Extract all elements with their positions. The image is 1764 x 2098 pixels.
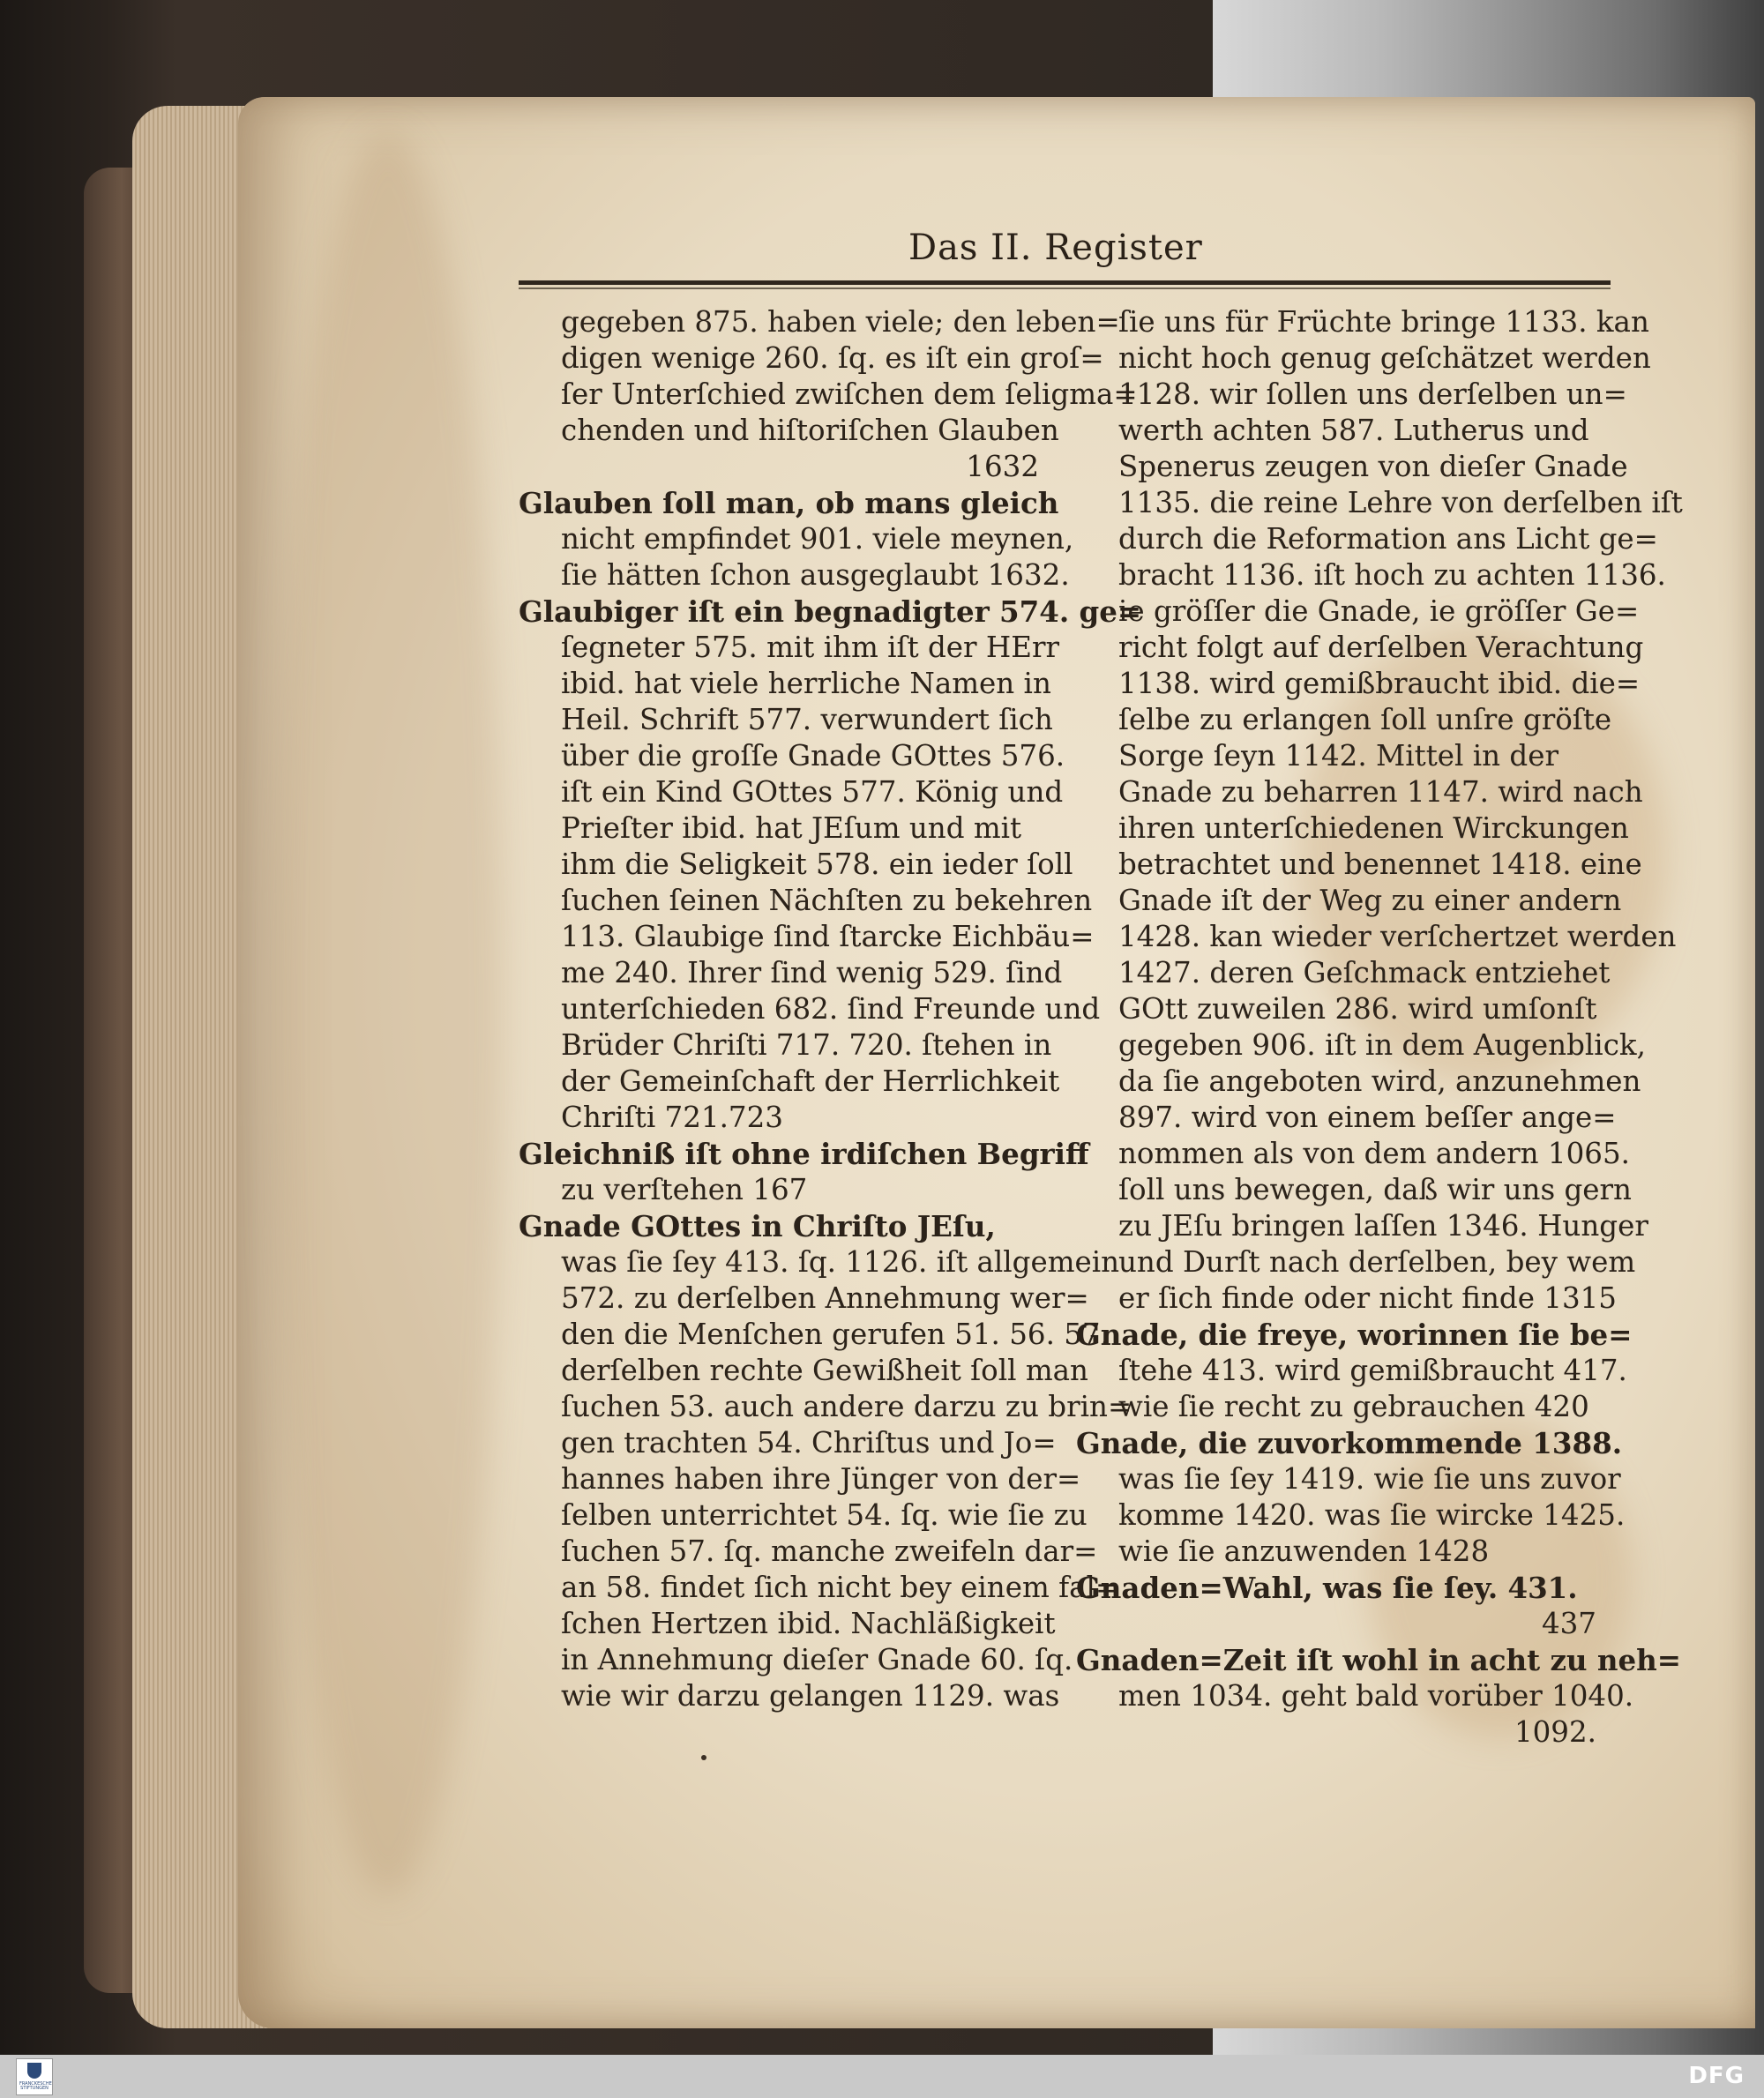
text-line: 1428. kan wieder verſchertzet werden (1118, 920, 1677, 953)
text-line: bracht 1136. iſt hoch zu achten 1136. (1118, 558, 1666, 592)
text-line: betrachtet und benennet 1418. eine (1118, 847, 1642, 881)
page-dot (701, 1755, 706, 1760)
text-line: wie wir darzu gelangen 1129. was (561, 1679, 1060, 1713)
index-entry-heading: Gnade, die zuvorkommende 1388. (1076, 1426, 1623, 1460)
text-line: ſtehe 413. wird gemißbraucht 417. (1118, 1354, 1627, 1387)
institution-logo[interactable] (16, 2058, 53, 2095)
text-line: der Gemeinſchaft der Herrlichkeit (561, 1064, 1060, 1098)
text-line: 1427. deren Geſchmack entziehet (1118, 956, 1611, 989)
text-line: da ſie angeboten wird, anzunehmen (1118, 1064, 1641, 1098)
text-line: über die groſſe Gnade GOttes 576. (561, 739, 1065, 773)
text-line: unterſchieden 682. ſind Freunde und (561, 992, 1101, 1026)
text-line: Prieſter ibid. hat JEſum und mit (561, 811, 1022, 845)
text-line: chenden und hiſtoriſchen Glauben (561, 414, 1059, 447)
text-line: Gnade iſt der Weg zu einer andern (1118, 884, 1622, 917)
text-line: 1632 (966, 450, 1039, 483)
running-head: Das II. Register (908, 228, 1203, 268)
text-line: ſelbe zu erlangen ſoll unſre gröſte (1118, 703, 1612, 736)
text-line: Sorge ſeyn 1142. Mittel in der (1118, 739, 1558, 773)
text-line: Heil. Schrift 577. verwundert ſich (561, 703, 1053, 736)
index-entry-heading: Gnade, die freye, worinnen ſie be= (1076, 1318, 1633, 1352)
text-line: Gnade zu beharren 1147. wird nach (1118, 775, 1643, 809)
text-line: ihren unterſchiedenen Wirckungen (1118, 811, 1629, 845)
index-entry-heading: Gleichniß iſt ohne irdiſchen Begriff (519, 1137, 1089, 1171)
text-line: gen trachten 54. Chriſtus und Jo= (561, 1426, 1057, 1460)
text-line: ſchen Hertzen ibid. Nachläßigkeit (561, 1607, 1056, 1640)
text-line: wie ſie recht zu gebrauchen 420 (1118, 1390, 1589, 1423)
text-line: 1135. die reine Lehre von derſelben iſt (1118, 486, 1683, 519)
text-line: ſuchen 53. auch andere darzu zu brin= (561, 1390, 1132, 1423)
header-rule-thin (519, 287, 1611, 289)
text-line: er ſich finde oder nicht finde 1315 (1118, 1281, 1617, 1315)
dfg-logo: DFG (1688, 2063, 1745, 2089)
text-line: GOtt zuweilen 286. wird umſonſt (1118, 992, 1597, 1026)
text-line: ihm die Seligkeit 578. ein ieder ſoll (561, 847, 1073, 881)
text-line: gegeben 875. haben viele; den leben= (561, 305, 1120, 339)
text-line: ſuchen 57. ſq. manche zweifeln dar= (561, 1534, 1098, 1568)
text-line: 113. Glaubige ſind ſtarcke Eichbäu= (561, 920, 1095, 953)
text-line: und Durſt nach derſelben, bey wem (1118, 1245, 1636, 1279)
text-line: richt folgt auf derſelben Verachtung (1118, 631, 1644, 664)
text-line: ſelben unterrichtet 54. ſq. wie ſie zu (561, 1498, 1088, 1532)
text-line: nommen als von dem andern 1065. (1118, 1137, 1630, 1170)
text-line: ſie hätten ſchon ausgeglaubt 1632. (561, 558, 1070, 592)
viewer-footer (0, 2055, 1764, 2098)
index-entry-heading: Glauben ſoll man, ob mans gleich (519, 486, 1059, 520)
right-column (1076, 304, 1683, 1751)
text-line: nicht hoch genug geſchätzet werden (1118, 341, 1651, 375)
text-line: komme 1420. was ſie wircke 1425. (1118, 1498, 1626, 1532)
text-line: den die Menſchen gerufen 51. 56. 57. (561, 1318, 1110, 1351)
index-entry-heading: Gnade GOttes in Chriſto JEſu, (519, 1209, 996, 1243)
gutter-shadow (273, 132, 503, 1896)
text-line: hannes haben ihre Jünger von der= (561, 1462, 1081, 1496)
text-line: 897. wird von einem beſſer ange= (1118, 1101, 1617, 1134)
text-line: iſt ein Kind GOttes 577. König und (561, 775, 1064, 809)
index-entry-heading: Glaubiger iſt ein begnadigter 574. ge= (519, 594, 1142, 629)
text-line: digen wenige 260. ſq. es iſt ein groſ= (561, 341, 1104, 375)
text-line: nicht empfindet 901. viele meynen, (561, 522, 1074, 556)
text-line: ſuchen ſeinen Nächſten zu bekehren (561, 884, 1093, 917)
text-line: ie gröſſer die Gnade, ie gröſſer Ge= (1118, 594, 1640, 628)
text-line: Spenerus zeugen von dieſer Gnade (1118, 450, 1628, 483)
text-line: 437 (1541, 1607, 1596, 1640)
text-line: werth achten 587. Lutherus und (1118, 414, 1589, 447)
left-column (519, 304, 1142, 1714)
text-line: Brüder Chriſti 717. 720. ſtehen in (561, 1028, 1052, 1062)
text-line: in Annehmung dieſer Gnade 60. ſq. (561, 1643, 1073, 1676)
text-line: 1138. wird gemißbraucht ibid. die= (1118, 667, 1641, 700)
text-line: was ſie ſey 413. ſq. 1126. iſt allgemein (561, 1245, 1120, 1279)
text-line: ibid. hat viele herrliche Namen in (561, 667, 1051, 700)
text-line: durch die Reformation ans Licht ge= (1118, 522, 1658, 556)
text-line: derſelben rechte Gewißheit ſoll man (561, 1354, 1088, 1387)
text-line: ſoll uns bewegen, daß wir uns gern (1118, 1173, 1632, 1206)
shield-icon (27, 2063, 41, 2079)
text-line: an 58. findet ſich nicht bey einem fal= (561, 1571, 1120, 1604)
text-line: zu verſtehen 167 (561, 1173, 808, 1206)
text-line: wie ſie anzuwenden 1428 (1118, 1534, 1490, 1568)
text-line: ſer Unterſchied zwiſchen dem ſeligma= (561, 377, 1138, 411)
text-line: 1128. wir ſollen uns derſelben un= (1118, 377, 1627, 411)
text-line: 572. zu derſelben Annehmung wer= (561, 1281, 1089, 1315)
index-entry-heading: Gnaden=Wahl, was ſie ſey. 431. (1076, 1571, 1578, 1605)
text-line: Chriſti 721.723 (561, 1101, 783, 1134)
text-line: was ſie ſey 1419. wie ſie uns zuvor (1118, 1462, 1621, 1496)
text-line: ſegneter 575. mit ihm iſt der HErr (561, 631, 1060, 664)
text-line: 1092. (1514, 1715, 1596, 1749)
index-entry-heading: Gnaden=Zeit iſt wohl in acht zu neh= (1076, 1643, 1682, 1677)
text-line: ſie uns für Früchte bringe 1133. kan (1118, 305, 1649, 339)
logo-text: FRANCKESCHE STIFTUNGEN (19, 2081, 52, 2091)
text-line: zu JEſu bringen laſſen 1346. Hunger (1118, 1209, 1648, 1243)
text-line: men 1034. geht bald vorüber 1040. (1118, 1679, 1634, 1713)
text-line: gegeben 906. iſt in dem Augenblick, (1118, 1028, 1646, 1062)
header-rule (519, 280, 1611, 285)
text-line: me 240. Ihrer ſind wenig 529. ſind (561, 956, 1063, 989)
